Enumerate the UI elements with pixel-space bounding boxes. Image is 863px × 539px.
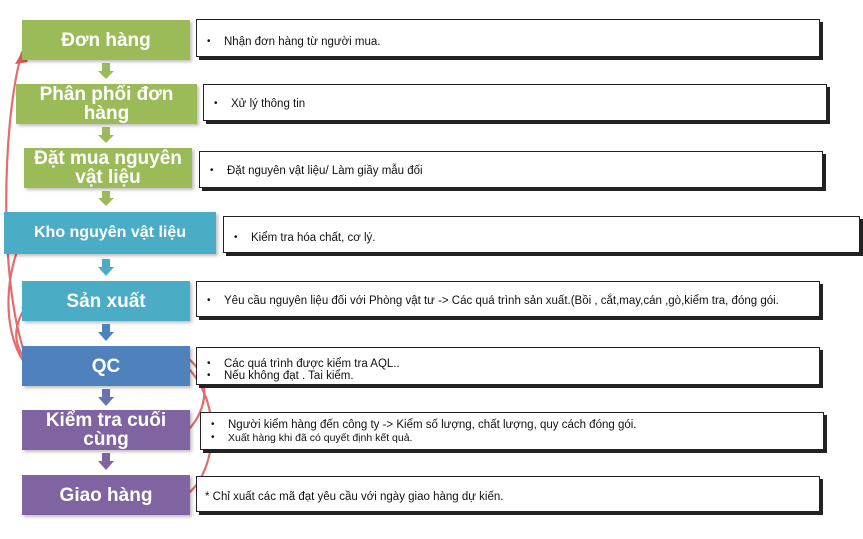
step-kho-nguyen-vat-lieu (4, 212, 216, 254)
note-item: • Đặt nguyên vật liệu/ Làm giầy mẫu đối (210, 165, 822, 177)
note-item: • Xử lý thông tin (214, 98, 826, 110)
note-giao-hang (196, 476, 820, 512)
step-label: Phân phối đơn hàng (39, 84, 174, 124)
note-don-hang (196, 19, 820, 57)
step-dat-mua-nguyen-vat-lieu (24, 148, 192, 188)
step-label: Đặt mua nguyên vật liệu (34, 148, 182, 188)
note-san-xuat (196, 281, 820, 317)
note-item: • Yêu cầu nguyên liệu đối với Phòng vật tư -> Các quá trình sản xuất.(Bồi , cắt,may,cán ,gò,kiểm tra, đóng gói. (207, 295, 819, 307)
step-label: QC (91, 355, 121, 377)
note-dat-mua (199, 151, 823, 188)
note-item: • Người kiểm hàng đến công ty -> Kiểm số lượng, chất lượng, quy cách đóng gói. (211, 419, 823, 431)
note-kiem-tra-cuoi-cung (200, 412, 824, 450)
step-san-xuat (22, 281, 190, 321)
step-kiem-tra-cuoi-cung (22, 410, 190, 450)
note-item: • Nếu không đạt . Tai kiểm. (207, 370, 819, 382)
note-kho-nguyen-vat-lieu (223, 216, 860, 253)
step-qc (22, 346, 190, 386)
step-label: Kiểm tra cuối cùng (45, 410, 167, 450)
step-label: Sản xuất (66, 290, 146, 312)
note-qc (196, 347, 820, 385)
step-label: Đơn hàng (61, 29, 151, 51)
note-text: * Chỉ xuất các mã đạt yêu cầu với ngày giao hàng dự kiến. (205, 491, 504, 503)
step-phan-phoi-don-hang (16, 84, 197, 124)
step-don-hang (22, 20, 190, 60)
step-label: Giao hàng (59, 484, 153, 506)
note-item: • Kiểm tra hóa chất, cơ lý. (234, 232, 859, 244)
note-phan-phoi (203, 84, 827, 121)
note-item: • Các quá trình được kiểm tra AQL.. (207, 358, 819, 370)
note-item: • Nhận đơn hàng từ người mua. (207, 36, 819, 48)
note-item: • Xuất hàng khi đã có quyết định kết quả. (211, 432, 823, 444)
step-label: Kho nguyên vật liệu (33, 224, 186, 241)
step-giao-hang (22, 475, 190, 515)
